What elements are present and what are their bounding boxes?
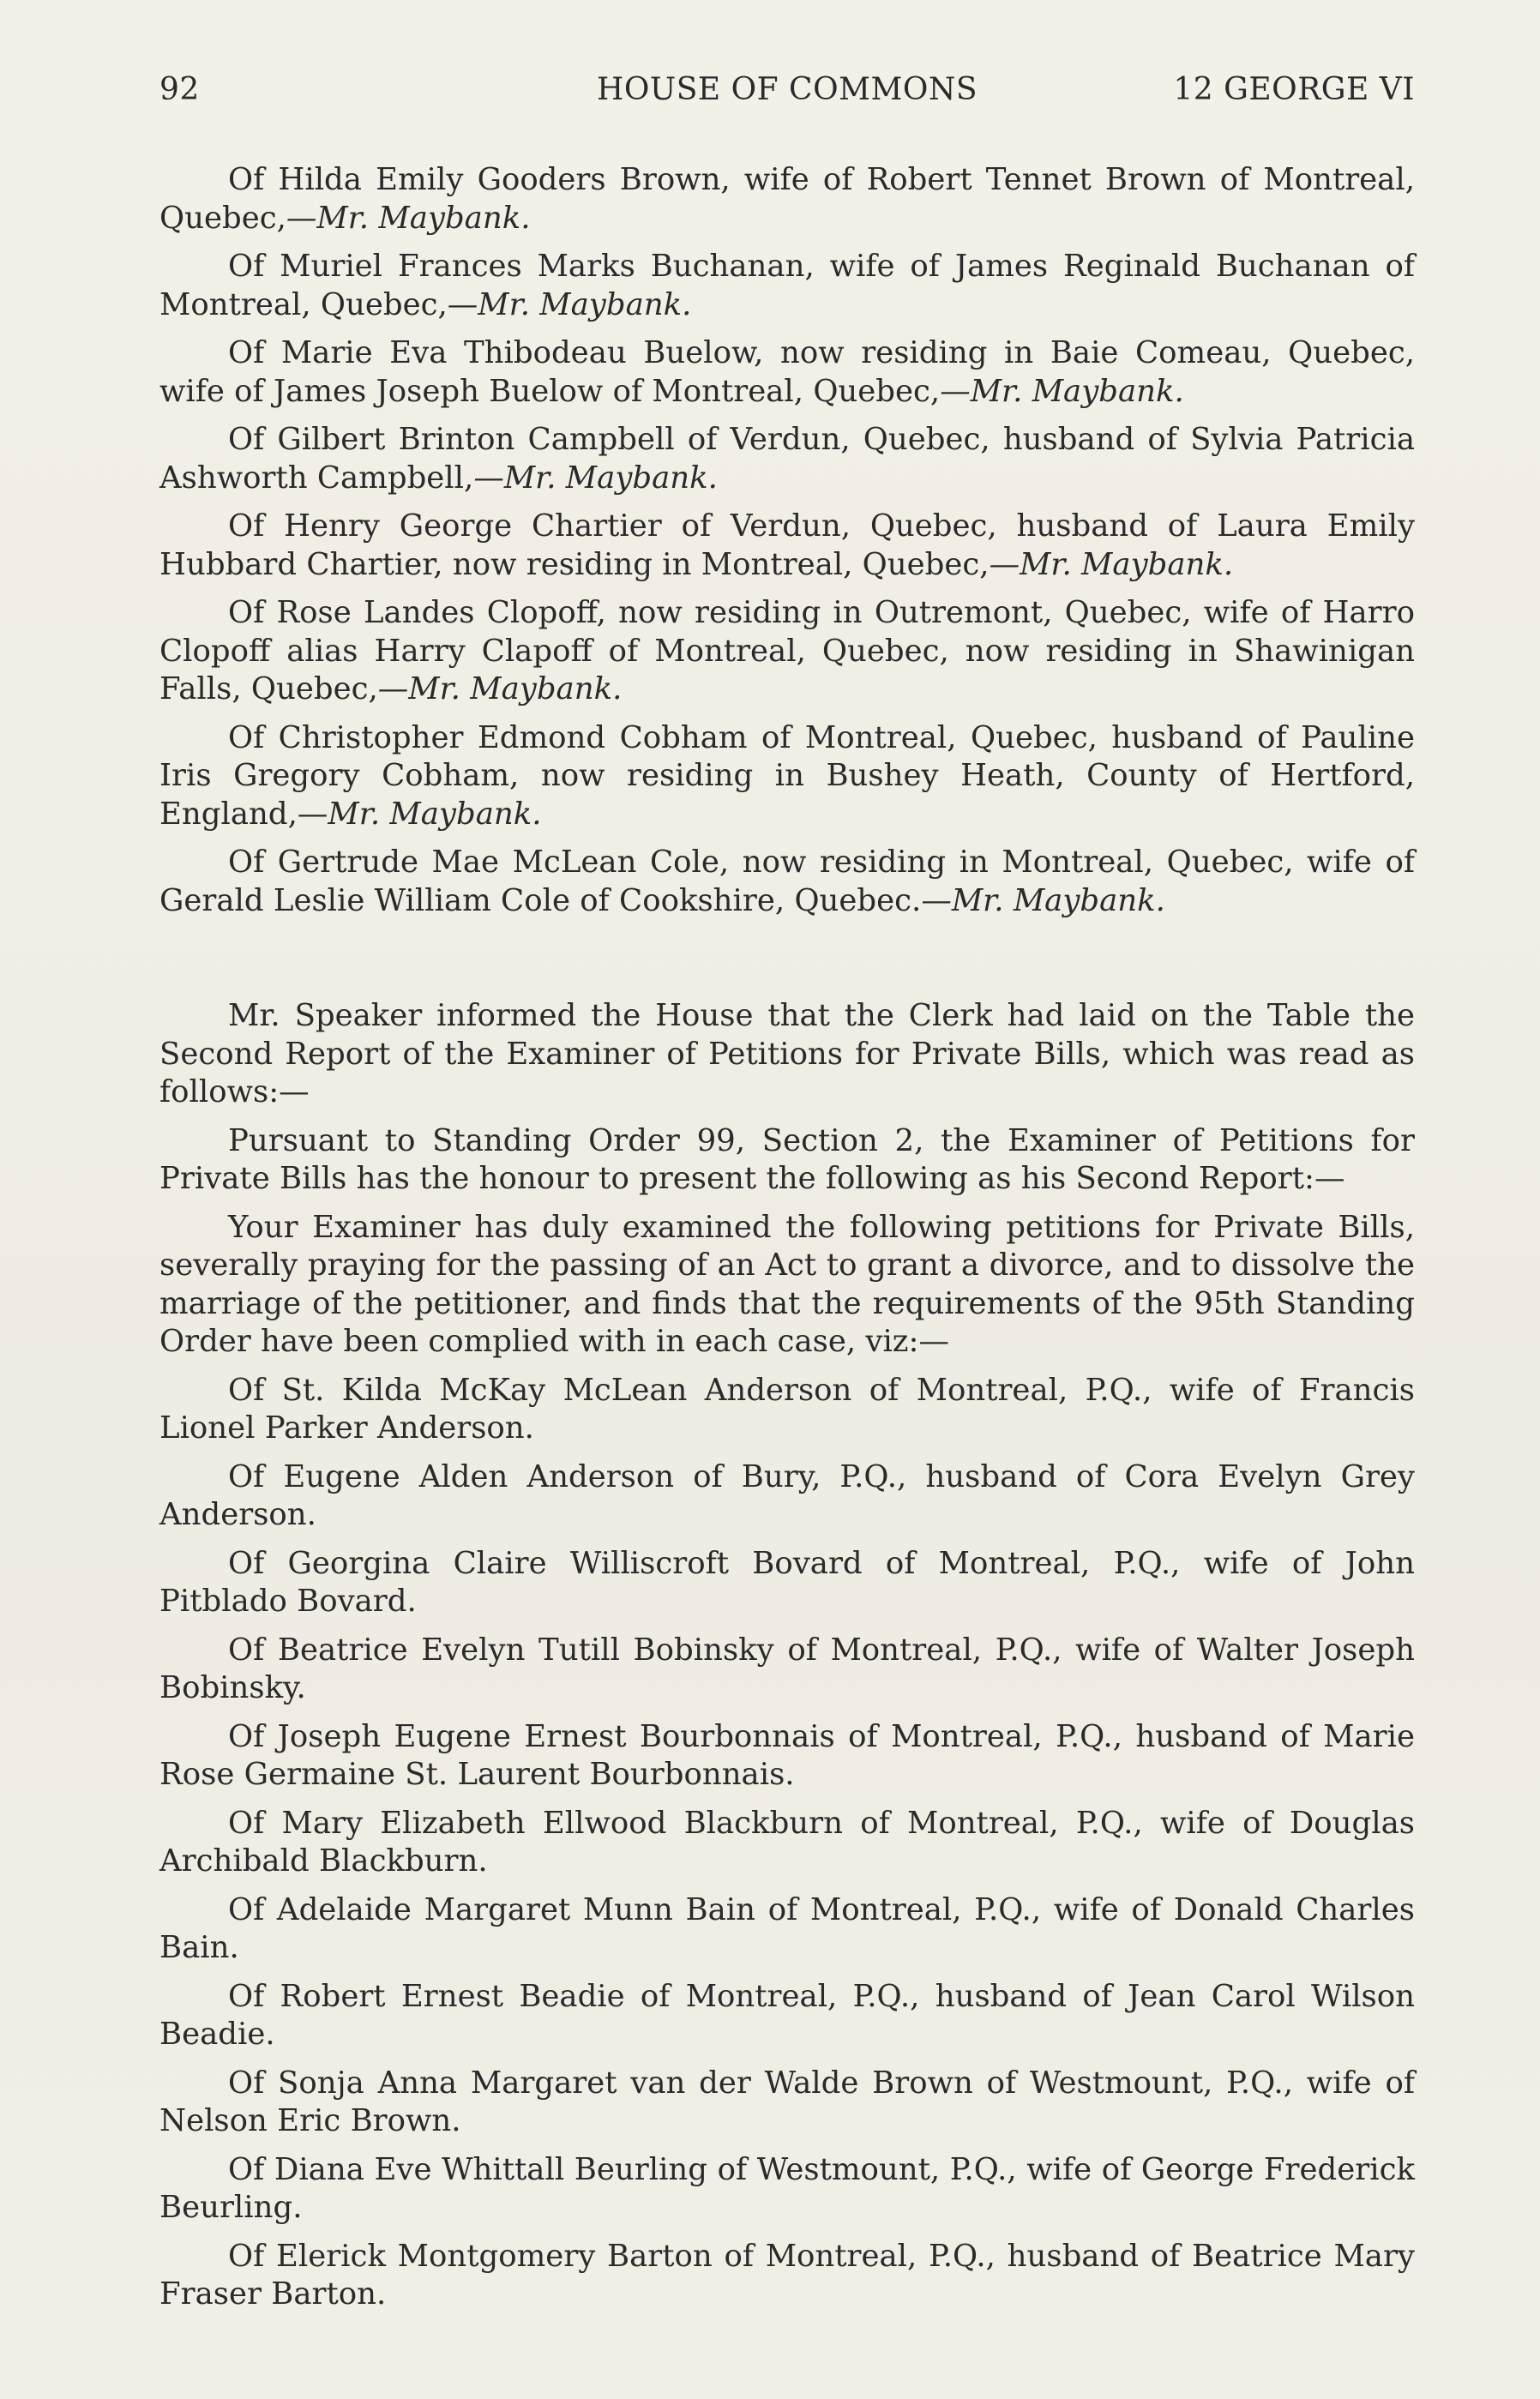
report-petition: Of Robert Ernest Beadie of Montreal, P.Q., husband of Jean Carol Wilson Beadie.: [159, 1978, 1415, 2052]
mover-name: —Mr. Maybank.: [921, 882, 1165, 918]
section-spacer: [159, 930, 1415, 997]
page-header: [159, 72, 1415, 115]
examiner-report: [159, 997, 1415, 2314]
page-number: 92: [159, 72, 200, 107]
petition-entry: Of Gilbert Brinton Campbell of Verdun, Quebec, husband of Sylvia Patricia Ashworth Campbell,—Mr. Maybank.: [159, 422, 1415, 496]
report-intro: Mr. Speaker informed the House that the Clerk had laid on the Table the Second Report of the Examiner of Petitions for Private Bills, which was read as follows:—: [159, 998, 1415, 1109]
petition-entry: Of Muriel Frances Marks Buchanan, wife of James Reginald Buchanan of Montreal, Quebec,—Mr. Maybank.: [159, 249, 1415, 322]
report-petition: Of Joseph Eugene Ernest Bourbonnais of Montreal, P.Q., husband of Marie Rose Germaine St. Laurent Bourbonnais.: [159, 1718, 1415, 1792]
report-petition: Of Diana Eve Whittall Beurling of Westmount, P.Q., wife of George Frederick Beurling.: [159, 2151, 1415, 2225]
report-statement: Your Examiner has duly examined the following petitions for Private Bills, severally praying for the passing of an Act to grant a divorce, and to dissolve the marriage of the petitioner, and finds that the requirements of the 95th Standing Order have been complied with in each case, viz:—: [159, 1209, 1415, 1359]
mover-name: —Mr. Maybank.: [473, 460, 718, 496]
report-petition: Of Adelaide Margaret Munn Bain of Montreal, P.Q., wife of Donald Charles Bain.: [159, 1891, 1415, 1965]
page-body: [159, 161, 1415, 2324]
petition-entry: Of Rose Landes Clopoff, now residing in Outremont, Quebec, wife of Harro Clopoff alias Harry Clapoff of Montreal, Quebec, now residing in Shawinigan Falls, Quebec,—Mr. Maybank.: [159, 595, 1415, 706]
divorce-petition-list: [159, 161, 1415, 920]
report-petition: Of St. Kilda McKay McLean Anderson of Montreal, P.Q., wife of Francis Lionel Parker Anderson.: [159, 1372, 1415, 1446]
report-petition: Of Elerick Montgomery Barton of Montreal, P.Q., husband of Beatrice Mary Fraser Barton.: [159, 2238, 1415, 2312]
report-petition: Of Beatrice Evelyn Tutill Bobinsky of Montreal, P.Q., wife of Walter Joseph Bobinsky.: [159, 1632, 1415, 1705]
petition-entry: Of Henry George Chartier of Verdun, Quebec, husband of Laura Emily Hubbard Chartier, now residing in Montreal, Quebec,—Mr. Maybank.: [159, 508, 1415, 582]
mover-name: —Mr. Maybank.: [447, 286, 692, 322]
petition-entry: Of Gertrude Mae McLean Cole, now residing in Montreal, Quebec, wife of Gerald Leslie William Cole of Cookshire, Quebec.—Mr. Maybank.: [159, 845, 1415, 918]
petition-entry: Of Marie Eva Thibodeau Buelow, now residing in Baie Comeau, Quebec, wife of James Joseph Buelow of Montreal, Quebec,—Mr. Maybank.: [159, 335, 1415, 409]
mover-name: —Mr. Maybank.: [989, 546, 1234, 582]
mover-name: —Mr. Maybank.: [286, 200, 531, 236]
mover-name: —Mr. Maybank.: [297, 796, 542, 832]
report-preamble: Pursuant to Standing Order 99, Section 2, the Examiner of Petitions for Private Bills has the honour to present the following as his Second Report:—: [159, 1122, 1415, 1196]
running-title: HOUSE OF COMMONS: [596, 72, 978, 107]
mover-name: —Mr. Maybank.: [940, 373, 1184, 409]
mover-name: —Mr. Maybank.: [377, 671, 623, 706]
report-petition: Of Eugene Alden Anderson of Bury, P.Q., husband of Cora Evelyn Grey Anderson.: [159, 1458, 1415, 1532]
report-petition: Of Mary Elizabeth Ellwood Blackburn of Montreal, P.Q., wife of Douglas Archibald Blackburn.: [159, 1805, 1415, 1879]
session-label: 12 GEORGE VI: [1173, 72, 1415, 107]
report-petition: Of Sonja Anna Margaret van der Walde Brown of Westmount, P.Q., wife of Nelson Eric Brown.: [159, 2065, 1415, 2138]
report-petition: Of Georgina Claire Williscroft Bovard of Montreal, P.Q., wife of John Pitblado Bovard.: [159, 1545, 1415, 1619]
petition-entry: Of Christopher Edmond Cobham of Montreal, Quebec, husband of Pauline Iris Gregory Cobham, now residing in Bushey Heath, County of Hertford, England,—Mr. Maybank.: [159, 719, 1415, 832]
petition-entry: Of Hilda Emily Gooders Brown, wife of Robert Tennet Brown of Montreal, Quebec,—Mr. Maybank.: [159, 162, 1415, 236]
